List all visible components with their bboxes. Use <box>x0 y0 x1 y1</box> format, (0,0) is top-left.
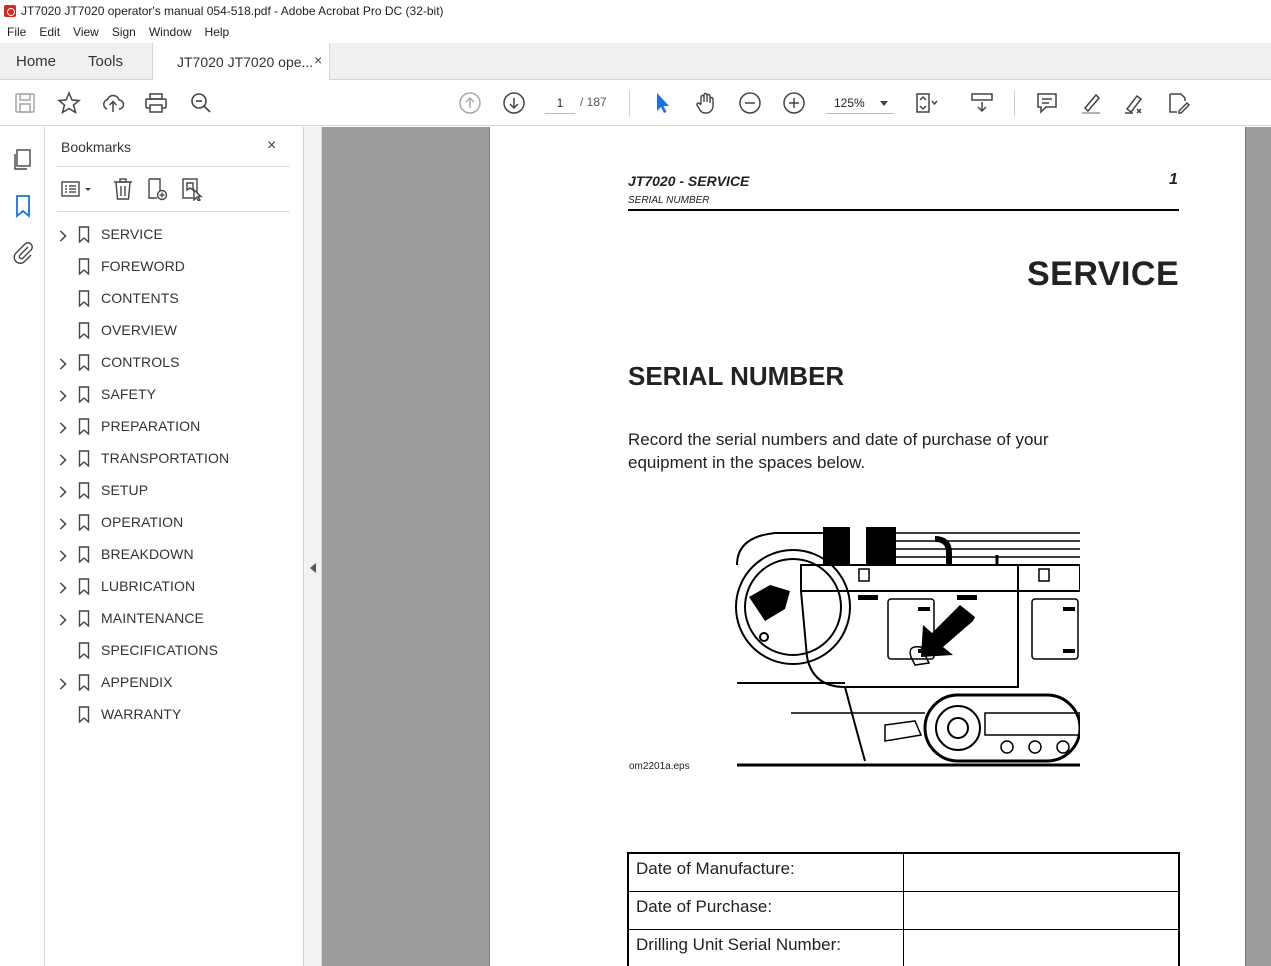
toolbar <box>0 80 1271 126</box>
bookmark-item-transportation[interactable] <box>45 443 304 475</box>
toolbar-divider <box>629 90 630 116</box>
bookmark-icon <box>78 610 90 627</box>
zoom-out-icon[interactable] <box>738 91 762 115</box>
bookmark-item-service[interactable] <box>45 219 304 251</box>
collapse-left-icon[interactable] <box>310 563 316 573</box>
bookmark-icon <box>78 322 90 339</box>
tab-document-label: JT7020 JT7020 ope... <box>177 54 314 70</box>
window-title: JT7020 JT7020 operator's manual 054-518.pdf - Adobe Acrobat Pro DC (32-bit) <box>21 4 444 18</box>
bookmark-item-warranty[interactable] <box>45 699 304 731</box>
next-page-icon[interactable] <box>502 91 526 115</box>
serial-number-table <box>627 852 1180 966</box>
edit-pdf-icon[interactable] <box>1166 91 1190 115</box>
print-icon[interactable] <box>144 91 168 115</box>
tab-document[interactable] <box>152 43 330 80</box>
tab-tools[interactable]: Tools <box>88 53 124 70</box>
bookmark-icon <box>78 578 90 595</box>
bookmark-options-icon[interactable] <box>60 177 94 201</box>
bookmark-icon <box>78 354 90 371</box>
figure-caption: om2201a.eps <box>629 761 690 772</box>
toolbar-divider <box>1014 90 1015 116</box>
bookmark-label: MAINTENANCE <box>101 610 204 626</box>
table-row <box>629 892 1178 930</box>
bookmark-label: SPECIFICATIONS <box>101 642 219 658</box>
table-value <box>905 930 1178 966</box>
bookmark-icon <box>78 674 90 691</box>
menu-edit[interactable]: Edit <box>39 25 61 39</box>
bookmarks-list <box>45 219 304 731</box>
chevron-right-icon[interactable] <box>59 421 67 433</box>
title-bar <box>0 0 1271 22</box>
chevron-right-icon[interactable] <box>59 677 67 689</box>
close-tab-icon[interactable]: × <box>314 52 323 68</box>
chevron-right-icon[interactable] <box>59 517 67 529</box>
chevron-right-icon[interactable] <box>59 389 67 401</box>
tab-home[interactable]: Home <box>16 53 57 70</box>
left-rail <box>0 127 45 966</box>
comment-icon[interactable] <box>1035 91 1059 115</box>
bookmarks-panel-icon[interactable] <box>11 194 35 218</box>
bookmark-item-safety[interactable] <box>45 379 304 411</box>
new-bookmark-icon[interactable] <box>145 177 169 201</box>
table-row <box>629 930 1178 966</box>
bookmark-icon <box>78 642 90 659</box>
bookmark-item-foreword[interactable] <box>45 251 304 283</box>
scroll-mode-icon[interactable] <box>970 91 994 115</box>
bookmark-icon <box>78 226 90 243</box>
tab-bar <box>0 43 1271 80</box>
chevron-right-icon[interactable] <box>59 485 67 497</box>
bookmark-icon <box>78 546 90 563</box>
menu-help[interactable]: Help <box>204 25 230 39</box>
bookmark-item-operation[interactable] <box>45 507 304 539</box>
pdf-page <box>489 127 1246 966</box>
table-label: Drilling Unit Serial Number: <box>629 930 904 966</box>
table-value <box>905 892 1178 929</box>
bookmark-label: LUBRICATION <box>101 578 196 594</box>
bookmark-label: WARRANTY <box>101 706 182 722</box>
page-total: / 187 <box>580 95 607 109</box>
chevron-right-icon[interactable] <box>59 453 67 465</box>
bookmark-icon <box>78 450 90 467</box>
zoom-level-select[interactable] <box>826 92 894 114</box>
machine-illustration <box>735 525 1080 767</box>
bookmark-label: PREPARATION <box>101 418 201 434</box>
zoom-in-icon[interactable] <box>782 91 806 115</box>
bookmark-item-appendix[interactable] <box>45 667 304 699</box>
save-icon[interactable] <box>13 91 37 115</box>
menu-view[interactable]: View <box>73 25 99 39</box>
bookmark-label: SERVICE <box>101 226 163 242</box>
close-panel-icon[interactable]: × <box>267 137 277 154</box>
zoom-level-value: 125% <box>834 96 865 110</box>
chevron-right-icon[interactable] <box>59 613 67 625</box>
page-number: 1 <box>1169 171 1178 188</box>
chevron-right-icon[interactable] <box>59 581 67 593</box>
page-heading: SERIAL NUMBER <box>628 361 845 391</box>
highlight-pen-icon[interactable] <box>1079 91 1103 115</box>
attachments-icon[interactable] <box>11 240 35 264</box>
table-value <box>905 854 1178 891</box>
bookmark-icon <box>78 706 90 723</box>
bookmarks-title: Bookmarks <box>61 139 132 155</box>
bookmark-icon <box>78 482 90 499</box>
page-thumbnails-icon[interactable] <box>11 148 35 172</box>
acrobat-icon <box>4 5 16 17</box>
bookmark-item-maintenance[interactable] <box>45 603 304 635</box>
chevron-right-icon[interactable] <box>59 549 67 561</box>
panel-collapse-strip[interactable] <box>304 127 322 966</box>
bookmarks-toolbar <box>57 175 290 203</box>
bookmark-item-breakdown[interactable] <box>45 539 304 571</box>
bookmark-item-overview[interactable] <box>45 315 304 347</box>
menu-window[interactable]: Window <box>148 25 192 39</box>
menu-bar <box>0 22 1271 42</box>
section-title: SERVICE <box>1027 255 1180 293</box>
bookmark-label: BREAKDOWN <box>101 546 194 562</box>
bookmark-from-selection-icon[interactable] <box>180 177 204 201</box>
bookmark-icon <box>78 514 90 531</box>
bookmark-item-contents[interactable] <box>45 283 304 315</box>
page-number-input[interactable]: 1 <box>545 92 575 114</box>
table-label: Date of Purchase: <box>629 892 904 929</box>
delete-bookmark-icon[interactable] <box>111 177 135 201</box>
bookmark-icon <box>78 258 90 275</box>
bookmark-item-specifications[interactable] <box>45 635 304 667</box>
chevron-down-icon <box>880 101 888 106</box>
menu-sign[interactable]: Sign <box>111 25 136 39</box>
table-label: Date of Manufacture: <box>629 854 904 891</box>
page-header-title: JT7020 - SERVICE <box>628 173 750 189</box>
select-pointer-icon[interactable] <box>650 91 674 115</box>
bookmark-item-preparation[interactable] <box>45 411 304 443</box>
divider <box>57 211 290 212</box>
bookmark-label: OVERVIEW <box>101 322 178 338</box>
chevron-right-icon[interactable] <box>59 357 67 369</box>
bookmark-label: CONTROLS <box>101 354 180 370</box>
menu-file[interactable]: File <box>7 25 27 39</box>
star-icon[interactable] <box>57 91 81 115</box>
bookmarks-panel <box>45 127 304 966</box>
bookmark-label: SAFETY <box>101 386 157 402</box>
bookmark-label: OPERATION <box>101 514 184 530</box>
upload-cloud-icon[interactable] <box>101 91 125 115</box>
page-header-subtitle: SERIAL NUMBER <box>628 195 710 206</box>
divider <box>57 166 290 167</box>
document-viewport[interactable] <box>322 127 1271 966</box>
body-text: Record the serial numbers and date of purchase of your equipment in the spaces below. <box>628 430 1049 472</box>
previous-page-icon[interactable] <box>458 91 482 115</box>
bookmark-icon <box>78 386 90 403</box>
page-fit-icon[interactable] <box>914 91 938 115</box>
draw-sign-icon[interactable] <box>1122 91 1146 115</box>
chevron-right-icon[interactable] <box>59 229 67 241</box>
table-row <box>629 854 1178 892</box>
bookmark-icon <box>78 290 90 307</box>
header-rule <box>628 209 1179 211</box>
bookmark-icon <box>78 418 90 435</box>
bookmark-label: FOREWORD <box>101 258 186 274</box>
bookmark-item-lubrication[interactable] <box>45 571 304 603</box>
find-zoom-icon[interactable] <box>189 91 213 115</box>
bookmark-item-setup[interactable] <box>45 475 304 507</box>
bookmark-item-controls[interactable] <box>45 347 304 379</box>
bookmark-label: SETUP <box>101 482 149 498</box>
bookmark-label: APPENDIX <box>101 674 173 690</box>
bookmark-label: TRANSPORTATION <box>101 450 230 466</box>
hand-tool-icon[interactable] <box>694 91 718 115</box>
bookmark-label: CONTENTS <box>101 290 179 306</box>
